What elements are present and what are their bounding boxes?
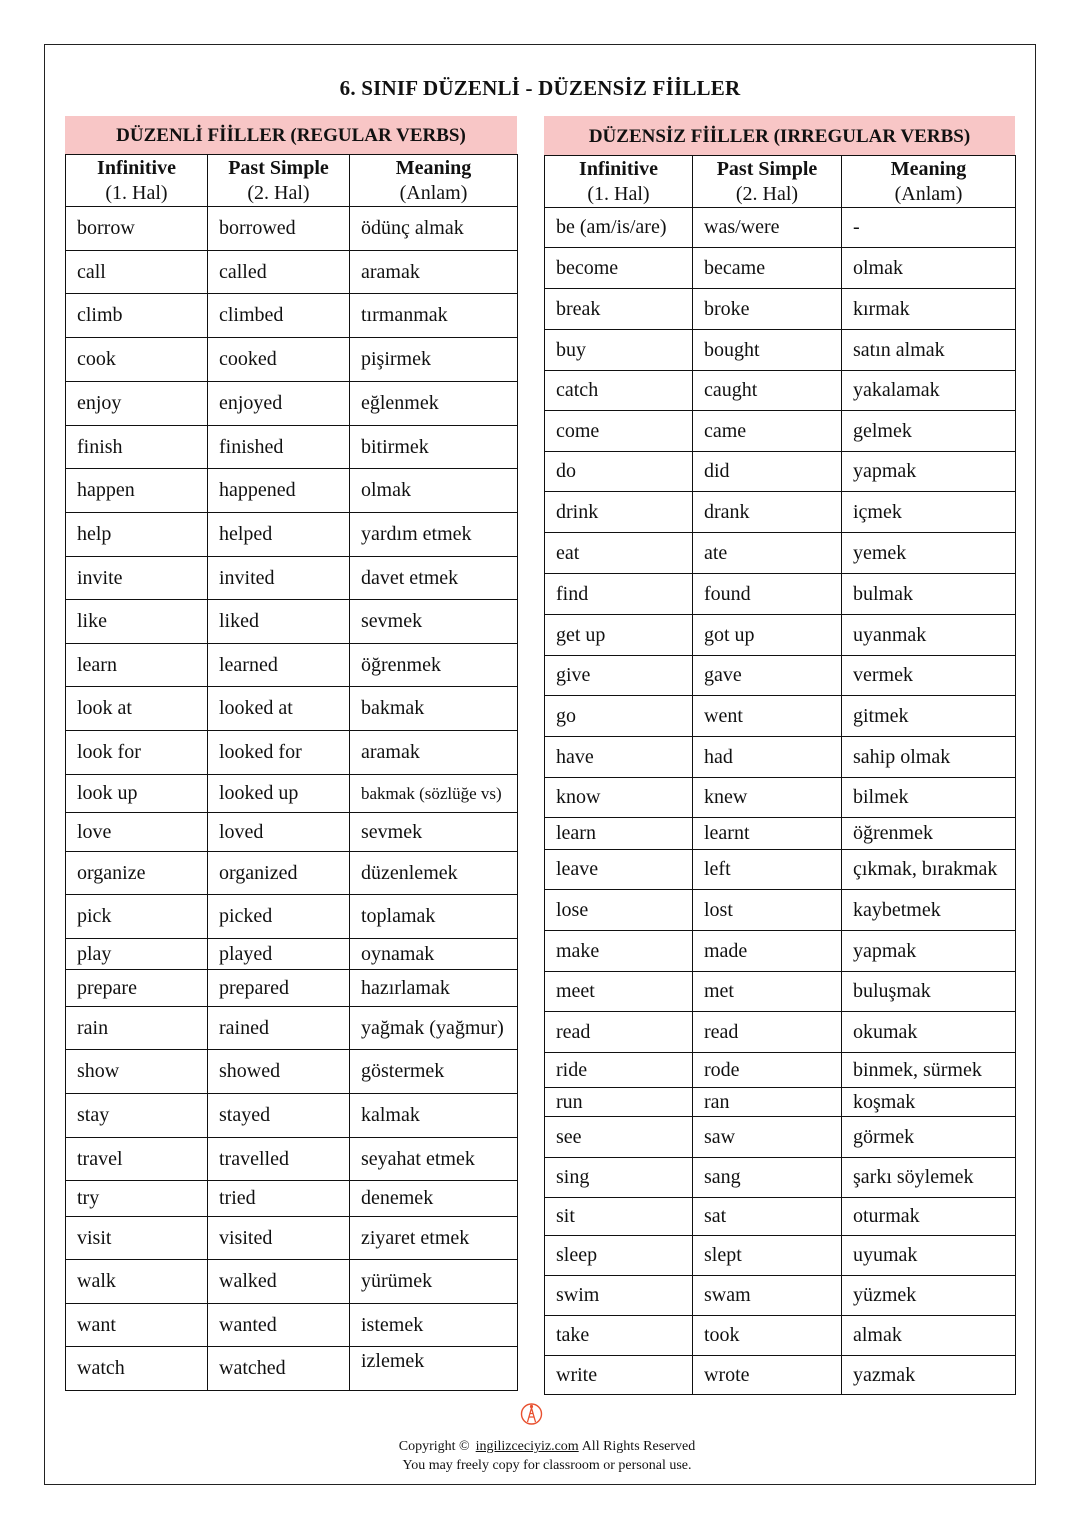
- table-row: [545, 1236, 1016, 1276]
- regular-verbs-table: [65, 154, 518, 1391]
- table-row: [66, 1094, 518, 1138]
- meaning-cell: yardım etmek: [350, 513, 518, 557]
- site-logo-icon: [520, 1401, 543, 1426]
- infinitive-cell: get up: [545, 615, 693, 656]
- past-simple-cell: finished: [208, 426, 350, 469]
- past-simple-cell: made: [693, 931, 842, 972]
- table-row: [66, 338, 518, 382]
- table-row: [66, 813, 518, 852]
- table-row: [66, 1181, 518, 1217]
- infinitive-cell: love: [66, 813, 208, 852]
- meaning-cell: bitirmek: [350, 426, 518, 469]
- table-row: [66, 557, 518, 600]
- past-simple-cell: climbed: [208, 294, 350, 338]
- infinitive-cell: borrow: [66, 207, 208, 251]
- table-row: [66, 644, 518, 687]
- infinitive-cell: like: [66, 600, 208, 644]
- table-row: [66, 207, 518, 251]
- table-row: [545, 411, 1016, 452]
- meaning-cell: gelmek: [842, 411, 1016, 452]
- table-row: [545, 656, 1016, 696]
- regular-verbs-heading: DÜZENLİ FİİLLER (REGULAR VERBS): [65, 116, 517, 154]
- infinitive-cell: break: [545, 289, 693, 330]
- table-row: [66, 251, 518, 294]
- past-simple-cell: wrote: [693, 1356, 842, 1395]
- meaning-cell: denemek: [350, 1181, 518, 1217]
- meaning-cell: şarkı söylemek: [842, 1158, 1016, 1198]
- infinitive-cell: enjoy: [66, 382, 208, 426]
- table-row: [66, 382, 518, 426]
- infinitive-cell: learn: [545, 818, 693, 850]
- meaning-cell: yağmak (yağmur): [350, 1007, 518, 1050]
- past-simple-cell: happened: [208, 469, 350, 513]
- table-row: [545, 778, 1016, 818]
- copyright-suffix: All Rights Reserved: [581, 1439, 696, 1454]
- infinitive-cell: invite: [66, 557, 208, 600]
- table-row: [545, 696, 1016, 737]
- meaning-cell: yazmak: [842, 1356, 1016, 1395]
- meaning-cell: yüzmek: [842, 1276, 1016, 1316]
- table-row: [545, 1276, 1016, 1316]
- table-header-row: [545, 156, 1016, 208]
- irregular-verbs-body: [545, 208, 1016, 1395]
- infinitive-cell: swim: [545, 1276, 693, 1316]
- meaning-header: [350, 155, 518, 207]
- table-row: [545, 248, 1016, 289]
- meaning-cell: seyahat etmek: [350, 1138, 518, 1181]
- meaning-cell: satın almak: [842, 330, 1016, 371]
- past-simple-cell: invited: [208, 557, 350, 600]
- past-simple-cell: looked up: [208, 775, 350, 813]
- infinitive-cell: play: [66, 939, 208, 970]
- infinitive-cell: go: [545, 696, 693, 737]
- meaning-cell: ödünç almak: [350, 207, 518, 251]
- column-sublabel: (1. Hal): [587, 182, 650, 205]
- infinitive-cell: climb: [66, 294, 208, 338]
- meaning-cell: oynamak: [350, 939, 518, 970]
- infinitive-cell: do: [545, 452, 693, 492]
- meaning-cell: sevmek: [350, 600, 518, 644]
- meaning-cell: vermek: [842, 656, 1016, 696]
- column-label: Past Simple: [716, 157, 818, 180]
- table-row: [66, 1138, 518, 1181]
- meaning-cell: öğrenmek: [350, 644, 518, 687]
- column-sublabel: (2. Hal): [735, 182, 799, 205]
- site-link[interactable]: ingilizceciyiz.com: [475, 1439, 579, 1454]
- infinitive-cell: sing: [545, 1158, 693, 1198]
- table-row: [545, 890, 1016, 931]
- table-row: [545, 289, 1016, 330]
- meaning-cell: -: [842, 208, 1016, 248]
- column-sublabel: (Anlam): [894, 182, 963, 205]
- past-simple-cell: looked at: [208, 687, 350, 731]
- past-simple-cell: ran: [693, 1088, 842, 1117]
- table-row: [66, 1304, 518, 1347]
- meaning-cell: pişirmek: [350, 338, 518, 382]
- meaning-header: [842, 156, 1016, 208]
- past-simple-cell: borrowed: [208, 207, 350, 251]
- table-row: [66, 939, 518, 970]
- infinitive-cell: run: [545, 1088, 693, 1117]
- past-simple-cell: knew: [693, 778, 842, 818]
- past-simple-cell: liked: [208, 600, 350, 644]
- table-row: [545, 1356, 1016, 1395]
- past-simple-cell: learnt: [693, 818, 842, 850]
- meaning-cell: istemek: [350, 1304, 518, 1347]
- meaning-cell: hazırlamak: [350, 970, 518, 1007]
- table-row: [545, 452, 1016, 492]
- infinitive-cell: call: [66, 251, 208, 294]
- infinitive-cell: help: [66, 513, 208, 557]
- infinitive-cell: take: [545, 1316, 693, 1356]
- past-simple-cell: watched: [208, 1347, 350, 1391]
- infinitive-cell: pick: [66, 895, 208, 939]
- meaning-cell: öğrenmek: [842, 818, 1016, 850]
- table-row: [66, 895, 518, 939]
- meaning-cell: gitmek: [842, 696, 1016, 737]
- past-simple-cell: played: [208, 939, 350, 970]
- table-row: [545, 818, 1016, 850]
- infinitive-cell: look up: [66, 775, 208, 813]
- meaning-cell: olmak: [842, 248, 1016, 289]
- infinitive-cell: look at: [66, 687, 208, 731]
- meaning-cell: sahip olmak: [842, 737, 1016, 778]
- column-sublabel: (2. Hal): [247, 181, 310, 204]
- infinitive-cell: become: [545, 248, 693, 289]
- meaning-cell: yemek: [842, 533, 1016, 574]
- table-row: [545, 615, 1016, 656]
- meaning-cell: oturmak: [842, 1198, 1016, 1236]
- past-simple-cell: found: [693, 574, 842, 615]
- table-row: [66, 731, 518, 775]
- meaning-cell: yapmak: [842, 931, 1016, 972]
- meaning-cell: izlemek: [350, 1347, 518, 1391]
- past-simple-cell: wanted: [208, 1304, 350, 1347]
- past-simple-cell: got up: [693, 615, 842, 656]
- meaning-cell: çıkmak, bırakmak: [842, 850, 1016, 890]
- past-simple-cell: did: [693, 452, 842, 492]
- copyright-line: [300, 1437, 794, 1456]
- meaning-cell: bakmak: [350, 687, 518, 731]
- past-simple-cell: ate: [693, 533, 842, 574]
- past-simple-cell: tried: [208, 1181, 350, 1217]
- column-label: Infinitive: [97, 156, 176, 179]
- meaning-cell: binmek, sürmek: [842, 1053, 1016, 1088]
- infinitive-cell: cook: [66, 338, 208, 382]
- meaning-cell: uyanmak: [842, 615, 1016, 656]
- past-simple-cell: walked: [208, 1260, 350, 1304]
- infinitive-cell: ride: [545, 1053, 693, 1088]
- table-row: [545, 1158, 1016, 1198]
- infinitive-cell: walk: [66, 1260, 208, 1304]
- past-simple-cell: drank: [693, 492, 842, 533]
- infinitive-cell: meet: [545, 972, 693, 1012]
- infinitive-cell: be (am/is/are): [545, 208, 693, 248]
- table-row: [66, 970, 518, 1007]
- meaning-cell: bulmak: [842, 574, 1016, 615]
- meaning-cell: buluşmak: [842, 972, 1016, 1012]
- past-simple-cell: rode: [693, 1053, 842, 1088]
- table-row: [545, 1088, 1016, 1117]
- table-row: [545, 931, 1016, 972]
- past-simple-cell: called: [208, 251, 350, 294]
- infinitive-cell: happen: [66, 469, 208, 513]
- infinitive-cell: prepare: [66, 970, 208, 1007]
- past-simple-cell: was/were: [693, 208, 842, 248]
- usage-notice: You may freely copy for classroom or personal use.: [402, 1458, 692, 1473]
- past-simple-cell: swam: [693, 1276, 842, 1316]
- infinitive-cell: read: [545, 1012, 693, 1053]
- table-row: [66, 852, 518, 895]
- infinitive-cell: lose: [545, 890, 693, 931]
- table-row: [66, 1217, 518, 1260]
- table-row: [545, 1198, 1016, 1236]
- table-row: [66, 469, 518, 513]
- irregular-verbs-table: [544, 155, 1016, 1395]
- irregular-verbs-heading: DÜZENSİZ FİİLLER (IRREGULAR VERBS): [544, 116, 1015, 155]
- meaning-cell: görmek: [842, 1117, 1016, 1158]
- infinitive-cell: stay: [66, 1094, 208, 1138]
- table-row: [66, 1347, 518, 1391]
- meaning-cell: kırmak: [842, 289, 1016, 330]
- meaning-cell: içmek: [842, 492, 1016, 533]
- past-simple-cell: loved: [208, 813, 350, 852]
- meaning-cell: yürümek: [350, 1260, 518, 1304]
- meaning-cell: eğlenmek: [350, 382, 518, 426]
- table-row: [545, 533, 1016, 574]
- infinitive-cell: sleep: [545, 1236, 693, 1276]
- table-row: [66, 687, 518, 731]
- infinitive-cell: know: [545, 778, 693, 818]
- past-simple-cell: sat: [693, 1198, 842, 1236]
- past-simple-cell: stayed: [208, 1094, 350, 1138]
- table-row: [66, 600, 518, 644]
- infinitive-cell: catch: [545, 371, 693, 411]
- infinitive-cell: make: [545, 931, 693, 972]
- past-simple-cell: bought: [693, 330, 842, 371]
- past-simple-cell: picked: [208, 895, 350, 939]
- past-simple-cell: prepared: [208, 970, 350, 1007]
- meaning-cell: toplamak: [350, 895, 518, 939]
- meaning-cell: sevmek: [350, 813, 518, 852]
- table-row: [545, 1316, 1016, 1356]
- infinitive-cell: want: [66, 1304, 208, 1347]
- table-row: [545, 371, 1016, 411]
- meaning-cell: yapmak: [842, 452, 1016, 492]
- infinitive-cell: see: [545, 1117, 693, 1158]
- infinitive-cell: leave: [545, 850, 693, 890]
- meaning-cell: olmak: [350, 469, 518, 513]
- column-sublabel: (Anlam): [399, 181, 468, 204]
- table-row: [66, 1050, 518, 1094]
- table-row: [545, 1117, 1016, 1158]
- table-row: [66, 426, 518, 469]
- past-simple-cell: saw: [693, 1117, 842, 1158]
- past-simple-cell: learned: [208, 644, 350, 687]
- meaning-cell: göstermek: [350, 1050, 518, 1094]
- infinitive-cell: write: [545, 1356, 693, 1395]
- past-simple-cell: rained: [208, 1007, 350, 1050]
- table-row: [66, 1260, 518, 1304]
- past-simple-cell: caught: [693, 371, 842, 411]
- meaning-cell: aramak: [350, 731, 518, 775]
- meaning-cell: ziyaret etmek: [350, 1217, 518, 1260]
- column-label: Meaning: [395, 156, 472, 179]
- infinitive-header: [66, 155, 208, 207]
- past-simple-cell: broke: [693, 289, 842, 330]
- infinitive-cell: eat: [545, 533, 693, 574]
- past-simple-cell: left: [693, 850, 842, 890]
- table-row: [66, 1007, 518, 1050]
- meaning-cell: uyumak: [842, 1236, 1016, 1276]
- table-row: [545, 1012, 1016, 1053]
- meaning-cell: davet etmek: [350, 557, 518, 600]
- past-simple-cell: sang: [693, 1158, 842, 1198]
- meaning-cell: kalmak: [350, 1094, 518, 1138]
- infinitive-cell: travel: [66, 1138, 208, 1181]
- table-row: [545, 850, 1016, 890]
- meaning-cell: bilmek: [842, 778, 1016, 818]
- meaning-cell: aramak: [350, 251, 518, 294]
- column-label: Meaning: [890, 157, 967, 180]
- meaning-cell: düzenlemek: [350, 852, 518, 895]
- infinitive-cell: rain: [66, 1007, 208, 1050]
- past-simple-cell: lost: [693, 890, 842, 931]
- past-simple-cell: showed: [208, 1050, 350, 1094]
- meaning-cell: tırmanmak: [350, 294, 518, 338]
- infinitive-cell: buy: [545, 330, 693, 371]
- table-row: [545, 737, 1016, 778]
- meaning-cell: koşmak: [842, 1088, 1016, 1117]
- table-row: [545, 492, 1016, 533]
- past-simple-cell: gave: [693, 656, 842, 696]
- infinitive-cell: watch: [66, 1347, 208, 1391]
- past-simple-cell: travelled: [208, 1138, 350, 1181]
- infinitive-cell: look for: [66, 731, 208, 775]
- past-simple-cell: looked for: [208, 731, 350, 775]
- infinitive-cell: sit: [545, 1198, 693, 1236]
- regular-verbs-body: [66, 207, 518, 1391]
- meaning-cell: kaybetmek: [842, 890, 1016, 931]
- infinitive-cell: try: [66, 1181, 208, 1217]
- past-simple-cell: slept: [693, 1236, 842, 1276]
- table-row: [66, 294, 518, 338]
- infinitive-cell: drink: [545, 492, 693, 533]
- past-simple-cell: had: [693, 737, 842, 778]
- column-label: Past Simple: [228, 156, 329, 179]
- past-simple-cell: read: [693, 1012, 842, 1053]
- infinitive-cell: find: [545, 574, 693, 615]
- infinitive-cell: come: [545, 411, 693, 452]
- past-simple-cell: went: [693, 696, 842, 737]
- past-simple-cell: took: [693, 1316, 842, 1356]
- column-sublabel: (1. Hal): [105, 181, 168, 204]
- page-title: 6. SINIF DÜZENLİ - DÜZENSİZ FİİLLER: [339, 76, 741, 100]
- past-simple-cell: visited: [208, 1217, 350, 1260]
- infinitive-cell: have: [545, 737, 693, 778]
- table-row: [66, 775, 518, 813]
- table-row: [545, 330, 1016, 371]
- table-row: [545, 208, 1016, 248]
- past-simple-header: [208, 155, 350, 207]
- table-header-row: [66, 155, 518, 207]
- infinitive-cell: organize: [66, 852, 208, 895]
- infinitive-cell: give: [545, 656, 693, 696]
- past-simple-cell: came: [693, 411, 842, 452]
- copyright-prefix: Copyright ©: [398, 1439, 470, 1454]
- table-row: [545, 1053, 1016, 1088]
- meaning-cell: yakalamak: [842, 371, 1016, 411]
- table-row: [545, 574, 1016, 615]
- past-simple-cell: organized: [208, 852, 350, 895]
- meaning-cell: almak: [842, 1316, 1016, 1356]
- meaning-cell: bakmak (sözlüğe vs): [350, 775, 518, 813]
- infinitive-cell: finish: [66, 426, 208, 469]
- past-simple-cell: met: [693, 972, 842, 1012]
- infinitive-cell: show: [66, 1050, 208, 1094]
- infinitive-header: [545, 156, 693, 208]
- past-simple-cell: cooked: [208, 338, 350, 382]
- infinitive-cell: visit: [66, 1217, 208, 1260]
- infinitive-cell: learn: [66, 644, 208, 687]
- column-label: Infinitive: [579, 157, 658, 180]
- past-simple-cell: helped: [208, 513, 350, 557]
- past-simple-cell: became: [693, 248, 842, 289]
- past-simple-cell: enjoyed: [208, 382, 350, 426]
- meaning-cell: okumak: [842, 1012, 1016, 1053]
- table-row: [66, 513, 518, 557]
- past-simple-header: [693, 156, 842, 208]
- table-row: [545, 972, 1016, 1012]
